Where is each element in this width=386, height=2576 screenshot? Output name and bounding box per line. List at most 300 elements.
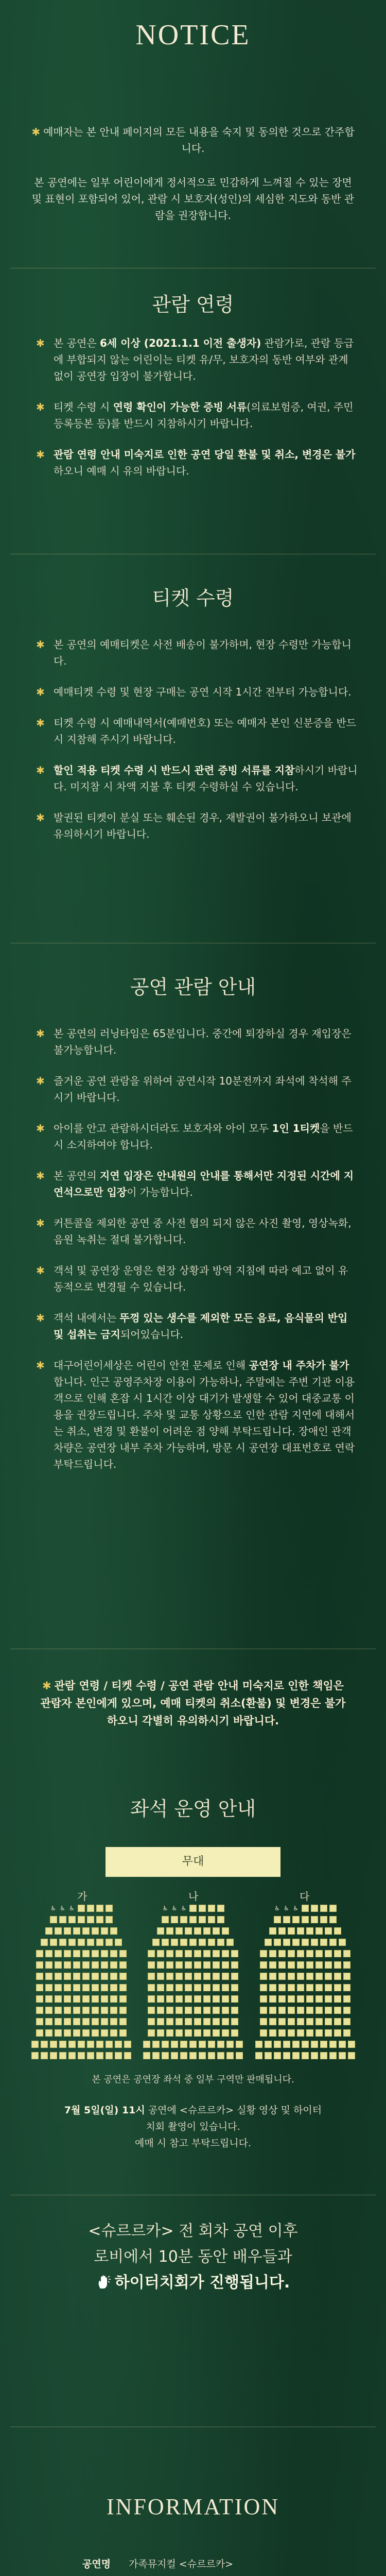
seat xyxy=(45,2029,52,2037)
accessible-seat-icon: ♿ xyxy=(162,1905,168,1912)
seat xyxy=(222,1961,229,1969)
seat xyxy=(329,1939,337,1946)
seat xyxy=(73,1927,80,1935)
info-row xyxy=(82,2555,309,2573)
seat xyxy=(119,1995,127,2003)
seat xyxy=(269,2029,276,2037)
seat xyxy=(203,1927,210,1935)
seat xyxy=(222,2007,229,2014)
seat xyxy=(92,1995,99,2003)
seat xyxy=(101,1950,108,1957)
seat xyxy=(41,2041,48,2048)
seat xyxy=(325,2007,332,2014)
seat xyxy=(162,1916,169,1923)
seat xyxy=(213,1961,220,1969)
accessible-seat-icon: ♿ xyxy=(171,1905,178,1912)
seat xyxy=(306,1961,313,1969)
seat xyxy=(73,2018,80,2025)
seat xyxy=(176,1950,183,1957)
seat xyxy=(78,2052,85,2059)
star-icon: ✱ xyxy=(36,401,45,413)
guide-item: ✱ 커튼콜을 제외한 공연 중 사전 협의 되지 않은 사진 촬영, 영상녹화, 음원 녹취는 절대 불가합니다. xyxy=(36,1215,358,1248)
star-icon: ✱ xyxy=(36,1217,45,1229)
seat xyxy=(334,2007,341,2014)
seat-row xyxy=(28,2007,134,2016)
seat xyxy=(64,2018,71,2025)
seat xyxy=(110,2029,117,2037)
seat xyxy=(157,1984,164,1991)
ticket-item: ✱ 본 공연의 예매티켓은 사전 배송이 불가하며, 현장 수령만 가능합니다. xyxy=(36,636,358,669)
seat xyxy=(92,1927,99,1935)
seat xyxy=(148,1961,155,1969)
seat xyxy=(311,2041,318,2048)
seat xyxy=(87,1939,94,1946)
seat xyxy=(36,2029,43,2037)
seat xyxy=(185,1927,192,1935)
seat xyxy=(325,1984,332,1991)
seat xyxy=(297,1973,304,1980)
seat-block-da xyxy=(252,1905,358,2063)
seat xyxy=(315,2007,323,2014)
seat xyxy=(302,1916,309,1923)
seat xyxy=(288,1950,295,1957)
seat xyxy=(82,2029,90,2037)
seat xyxy=(157,2007,164,2014)
seat xyxy=(45,1961,52,1969)
seat xyxy=(119,2007,127,2014)
seat xyxy=(203,2018,210,2025)
seat-block-ga xyxy=(28,1905,134,2063)
block-label-na: 나 xyxy=(188,1890,199,1903)
seat xyxy=(50,2052,57,2059)
seat xyxy=(315,1995,323,2003)
seat xyxy=(185,1950,192,1957)
ticket-item: ✱ 티켓 수령 시 예매내역서(예매번호) 또는 예매자 본인 신분증을 반드시 지참해 주시기 바랍니다. xyxy=(36,715,358,748)
seat xyxy=(55,1973,62,1980)
seat xyxy=(101,2018,108,2025)
seat xyxy=(203,1950,210,1957)
seat xyxy=(106,1905,113,1912)
seat xyxy=(180,1939,187,1946)
seat xyxy=(278,2029,286,2037)
seat xyxy=(96,1939,103,1946)
info-title: INFORMATION xyxy=(106,2494,280,2519)
seat xyxy=(148,2007,155,2014)
seat xyxy=(78,1905,85,1912)
seat xyxy=(269,1973,276,1980)
seat xyxy=(283,1916,290,1923)
seat-row xyxy=(140,1973,246,1982)
seat xyxy=(73,2029,80,2037)
seat xyxy=(231,2007,238,2014)
info-row xyxy=(82,2573,309,2576)
seat xyxy=(87,1905,94,1912)
star-icon: ✱ xyxy=(36,448,45,461)
seat xyxy=(288,1984,295,1991)
seat-row xyxy=(140,1916,246,1925)
seat xyxy=(143,2041,150,2048)
seat xyxy=(315,1984,323,1991)
hand-icon xyxy=(96,2274,112,2290)
seat-row xyxy=(140,1995,246,2005)
seat xyxy=(236,2041,243,2048)
seat xyxy=(189,2052,197,2059)
seat-row xyxy=(28,1950,134,1959)
seat xyxy=(82,1950,90,1957)
seat xyxy=(194,1927,201,1935)
seat-row xyxy=(252,1961,358,1971)
star-icon: ✱ xyxy=(36,1264,45,1277)
star-icon: ✱ xyxy=(36,1359,45,1371)
seat xyxy=(260,1961,267,1969)
seat-row xyxy=(140,1950,246,1959)
seat xyxy=(59,1916,66,1923)
seat xyxy=(148,1984,155,1991)
star-icon: ✱ xyxy=(36,1312,45,1324)
seat-row xyxy=(252,2052,358,2061)
seat xyxy=(217,2041,224,2048)
seat xyxy=(325,1973,332,1980)
seat xyxy=(68,2041,76,2048)
seat xyxy=(297,2029,304,2037)
seat xyxy=(36,1984,43,1991)
seat xyxy=(59,1939,66,1946)
block-label-da: 다 xyxy=(300,1890,310,1903)
closing-line-2: 로비에서 10분 동안 배우들과 xyxy=(94,2248,292,2266)
seat xyxy=(334,1995,341,2003)
seat xyxy=(78,2041,85,2048)
seat xyxy=(302,2041,309,2048)
seat xyxy=(311,2052,318,2059)
closing-line-3: 하이터치회가 진행됩니다. xyxy=(51,2270,335,2296)
seat-row xyxy=(252,1995,358,2005)
seat xyxy=(334,1927,341,1935)
seat xyxy=(64,1995,71,2003)
age-item: ✱ 관람 연령 안내 미숙지로 인한 공연 당일 환불 및 취소, 변경은 불가하오니 예매 시 유의 바랍니다. xyxy=(36,446,358,479)
seat xyxy=(148,1950,155,1957)
seat xyxy=(73,1950,80,1957)
seat xyxy=(185,2007,192,2014)
seat xyxy=(260,1995,267,2003)
seat-row xyxy=(28,1995,134,2005)
seat xyxy=(152,2041,160,2048)
seat xyxy=(339,1939,346,1946)
seat-detail-text: 공연에 <슈르르카> 실황 영상 및 하이터치회 촬영이 있습니다. xyxy=(145,2105,322,2132)
seat-row xyxy=(140,1927,246,1937)
seat-row xyxy=(252,1939,358,1948)
seat-row xyxy=(140,1905,246,1914)
accessible-seat-icon: ♿ xyxy=(284,1905,289,1912)
seat xyxy=(106,2041,113,2048)
seat xyxy=(325,1927,332,1935)
seat xyxy=(36,2007,43,2014)
seat xyxy=(73,1984,80,1991)
seat xyxy=(213,1984,220,1991)
seat-row xyxy=(28,2029,134,2039)
seat-row xyxy=(252,2041,358,2050)
seat xyxy=(343,1950,350,1957)
seat xyxy=(213,2029,220,2037)
seat xyxy=(208,1916,215,1923)
seat xyxy=(311,1916,318,1923)
seat-row xyxy=(252,1984,358,1993)
seat xyxy=(189,2041,197,2048)
age-item: ✱ 티켓 수령 시 연령 확인이 가능한 증빙 서류(의료보험증, 여권, 주민등록등본 등)를 반드시 지참하시기 바랍니다. xyxy=(36,399,358,432)
seat xyxy=(222,1973,229,1980)
seat xyxy=(297,2007,304,2014)
accessible-seat-icon: ♿ xyxy=(181,1905,187,1912)
seat xyxy=(194,1961,201,1969)
seat xyxy=(157,1927,164,1935)
star-icon: ✱ xyxy=(36,686,45,698)
intro-warning: 본 공연에는 일부 어린이에게 정서적으로 민감하게 느껴질 수 있는 장면 및 표현이 포함되어 있어, 관람 시 보호자(성인)의 세심한 지도와 동반 관람을 권장합니다. xyxy=(31,176,355,222)
seat xyxy=(36,1950,43,1957)
age-item: ✱ 본 공연은 6세 이상 (2021.1.1 이전 출생자) 관람가로, 관람 등급에 부합되지 않는 어린이는 티켓 유/무, 보호자의 동반 여부와 관계없이 공연장 입장이 불가합니다. xyxy=(36,335,358,384)
seat-row xyxy=(140,1939,246,1948)
seat xyxy=(199,2041,206,2048)
seat xyxy=(157,1973,164,1980)
seat xyxy=(180,2041,187,2048)
closing-section xyxy=(51,2218,335,2296)
seat xyxy=(176,1927,183,1935)
seat xyxy=(283,1939,290,1946)
seat xyxy=(231,1961,238,1969)
seat xyxy=(325,1961,332,1969)
seat xyxy=(101,2029,108,2037)
seat xyxy=(176,1961,183,1969)
seat xyxy=(110,1927,117,1935)
seat-row xyxy=(140,2041,246,2050)
seat xyxy=(36,1961,43,1969)
seat xyxy=(171,2041,178,2048)
seat xyxy=(231,1973,238,1980)
seat xyxy=(288,2007,295,2014)
seat xyxy=(36,1995,43,2003)
seat xyxy=(157,1950,164,1957)
seat xyxy=(55,1927,62,1935)
seat-row xyxy=(140,1961,246,1971)
seat xyxy=(320,1905,327,1912)
seat xyxy=(320,1939,327,1946)
seat xyxy=(166,1950,173,1957)
seat-row xyxy=(140,2007,246,2016)
seat xyxy=(92,2007,99,2014)
seat xyxy=(199,1939,206,1946)
seat xyxy=(283,2041,290,2048)
seat xyxy=(306,1984,313,1991)
seat xyxy=(110,1950,117,1957)
seat xyxy=(283,2052,290,2059)
seat xyxy=(348,2052,355,2059)
seat xyxy=(278,1995,286,2003)
seat xyxy=(329,2052,337,2059)
info-key xyxy=(82,2573,129,2576)
accessible-seat-icon: ♿ xyxy=(50,1905,56,1912)
seat xyxy=(231,2029,238,2037)
seat xyxy=(92,1973,99,1980)
seat xyxy=(50,1939,57,1946)
seat xyxy=(64,1950,71,1957)
guide-item: ✱ 객석 및 공연장 운영은 현장 상황과 방역 지침에 따라 예고 없이 유동적으로 변경될 수 있습니다. xyxy=(36,1262,358,1295)
seat xyxy=(222,1927,229,1935)
seat xyxy=(87,1916,94,1923)
seat xyxy=(278,2007,286,2014)
seat xyxy=(222,2018,229,2025)
ticket-item: ✱ 발권된 티켓이 분실 또는 훼손된 경우, 재발권이 불가하오니 보관에 유의하시기 바랍니다. xyxy=(36,809,358,842)
seat xyxy=(185,2018,192,2025)
seat-row xyxy=(252,1973,358,1982)
seat xyxy=(292,1939,300,1946)
seat xyxy=(208,2041,215,2048)
seat xyxy=(185,1984,192,1991)
seat-row xyxy=(28,1927,134,1937)
seat xyxy=(64,1927,71,1935)
seat xyxy=(226,2041,234,2048)
seat xyxy=(199,1905,206,1912)
seat xyxy=(166,2007,173,2014)
seat xyxy=(306,2029,313,2037)
seat xyxy=(325,2029,332,2037)
seat xyxy=(82,1984,90,1991)
seat-row xyxy=(140,2018,246,2027)
seat xyxy=(96,2052,103,2059)
seat xyxy=(110,1995,117,2003)
seat xyxy=(45,1973,52,1980)
seat xyxy=(194,1973,201,1980)
seat-detail xyxy=(62,2102,324,2151)
seat-block-na xyxy=(140,1905,246,2063)
guide-item: ✱ 즐거운 공연 관람을 위하여 공연시작 10분전까지 좌석에 착석해 주시기 바랍니다. xyxy=(36,1073,358,1106)
seat xyxy=(306,1995,313,2003)
seat xyxy=(101,1961,108,1969)
seat-row xyxy=(28,1916,134,1925)
seat xyxy=(157,2029,164,2037)
seat xyxy=(106,1939,113,1946)
seat xyxy=(320,2041,327,2048)
seat xyxy=(217,1905,224,1912)
star-icon: ✱ xyxy=(42,1680,51,1692)
seat xyxy=(325,2018,332,2025)
info-table xyxy=(82,2555,309,2576)
seat xyxy=(82,1927,90,1935)
seat xyxy=(96,1905,103,1912)
seat xyxy=(269,2007,276,2014)
seat xyxy=(176,2018,183,2025)
seat xyxy=(73,1973,80,1980)
seat xyxy=(119,1973,127,1980)
seat xyxy=(311,1939,318,1946)
seat xyxy=(297,1984,304,1991)
seat xyxy=(157,2018,164,2025)
seat xyxy=(185,2029,192,2037)
seat xyxy=(203,1973,210,1980)
seat-detail-date: 7월 5일(일) 11시 xyxy=(64,2105,145,2116)
seat xyxy=(194,2029,201,2037)
guide-item: ✱ 아이를 안고 관람하시더라도 보호자와 아이 모두 1인 1티켓을 반드시 소지하여야 합니다. xyxy=(36,1120,358,1153)
seat xyxy=(82,1961,90,1969)
seat xyxy=(78,1939,85,1946)
seat xyxy=(55,1984,62,1991)
seat xyxy=(222,1995,229,2003)
seat-row xyxy=(28,1984,134,1993)
seat xyxy=(213,2007,220,2014)
seat xyxy=(292,2052,300,2059)
seat xyxy=(110,1961,117,1969)
seat xyxy=(92,1950,99,1957)
seat xyxy=(208,1905,215,1912)
seat xyxy=(124,2052,131,2059)
seat xyxy=(274,2052,281,2059)
seat xyxy=(31,2052,39,2059)
seat xyxy=(110,2007,117,2014)
seat xyxy=(55,1950,62,1957)
seat xyxy=(73,2007,80,2014)
seat xyxy=(119,2018,127,2025)
seat xyxy=(119,1984,127,1991)
seat xyxy=(45,2018,52,2025)
seat xyxy=(306,1927,313,1935)
seat xyxy=(203,2029,210,2037)
seat xyxy=(194,2018,201,2025)
seat xyxy=(297,1995,304,2003)
seat xyxy=(176,2029,183,2037)
seat-row xyxy=(28,2018,134,2027)
seat xyxy=(213,1973,220,1980)
seat xyxy=(110,2018,117,2025)
seat xyxy=(203,1984,210,1991)
seat xyxy=(217,1939,224,1946)
seat xyxy=(278,1984,286,1991)
seat-row xyxy=(252,1905,358,1914)
seat xyxy=(325,1995,332,2003)
seat xyxy=(297,2018,304,2025)
seat-row xyxy=(28,1961,134,1971)
seat xyxy=(64,2007,71,2014)
info-value xyxy=(129,2573,248,2576)
seat xyxy=(92,1984,99,1991)
seat xyxy=(269,1984,276,1991)
seat xyxy=(166,1995,173,2003)
seat-row xyxy=(28,1939,134,1948)
seat xyxy=(50,2041,57,2048)
mid-notice: ✱ 관람 연령 / 티켓 수령 / 공연 관람 안내 미숙지로 인한 책임은 관람자 본인에게 있으며, 예매 티켓의 취소(환불) 및 변경은 불가하오니 각별히 유의하시기 바랍니다. xyxy=(40,1680,346,1727)
seat xyxy=(278,1961,286,1969)
seat xyxy=(157,1995,164,2003)
seat xyxy=(343,1973,350,1980)
seat xyxy=(343,1984,350,1991)
seat xyxy=(194,1995,201,2003)
seat xyxy=(162,1939,169,1946)
seat xyxy=(260,2029,267,2037)
star-icon: ✱ xyxy=(36,717,45,729)
seat xyxy=(292,1916,300,1923)
seat xyxy=(278,2018,286,2025)
seat xyxy=(119,1961,127,1969)
seat xyxy=(315,1950,323,1957)
seat xyxy=(288,1973,295,1980)
seat xyxy=(315,2018,323,2025)
seat xyxy=(213,1995,220,2003)
seat xyxy=(288,1995,295,2003)
seat xyxy=(231,1995,238,2003)
seat xyxy=(55,2007,62,2014)
seat-row xyxy=(252,2029,358,2039)
star-icon: ✱ xyxy=(36,811,45,824)
seat xyxy=(334,1973,341,1980)
seat xyxy=(64,1973,71,1980)
seat xyxy=(36,1973,43,1980)
seat-row xyxy=(28,1973,134,1982)
